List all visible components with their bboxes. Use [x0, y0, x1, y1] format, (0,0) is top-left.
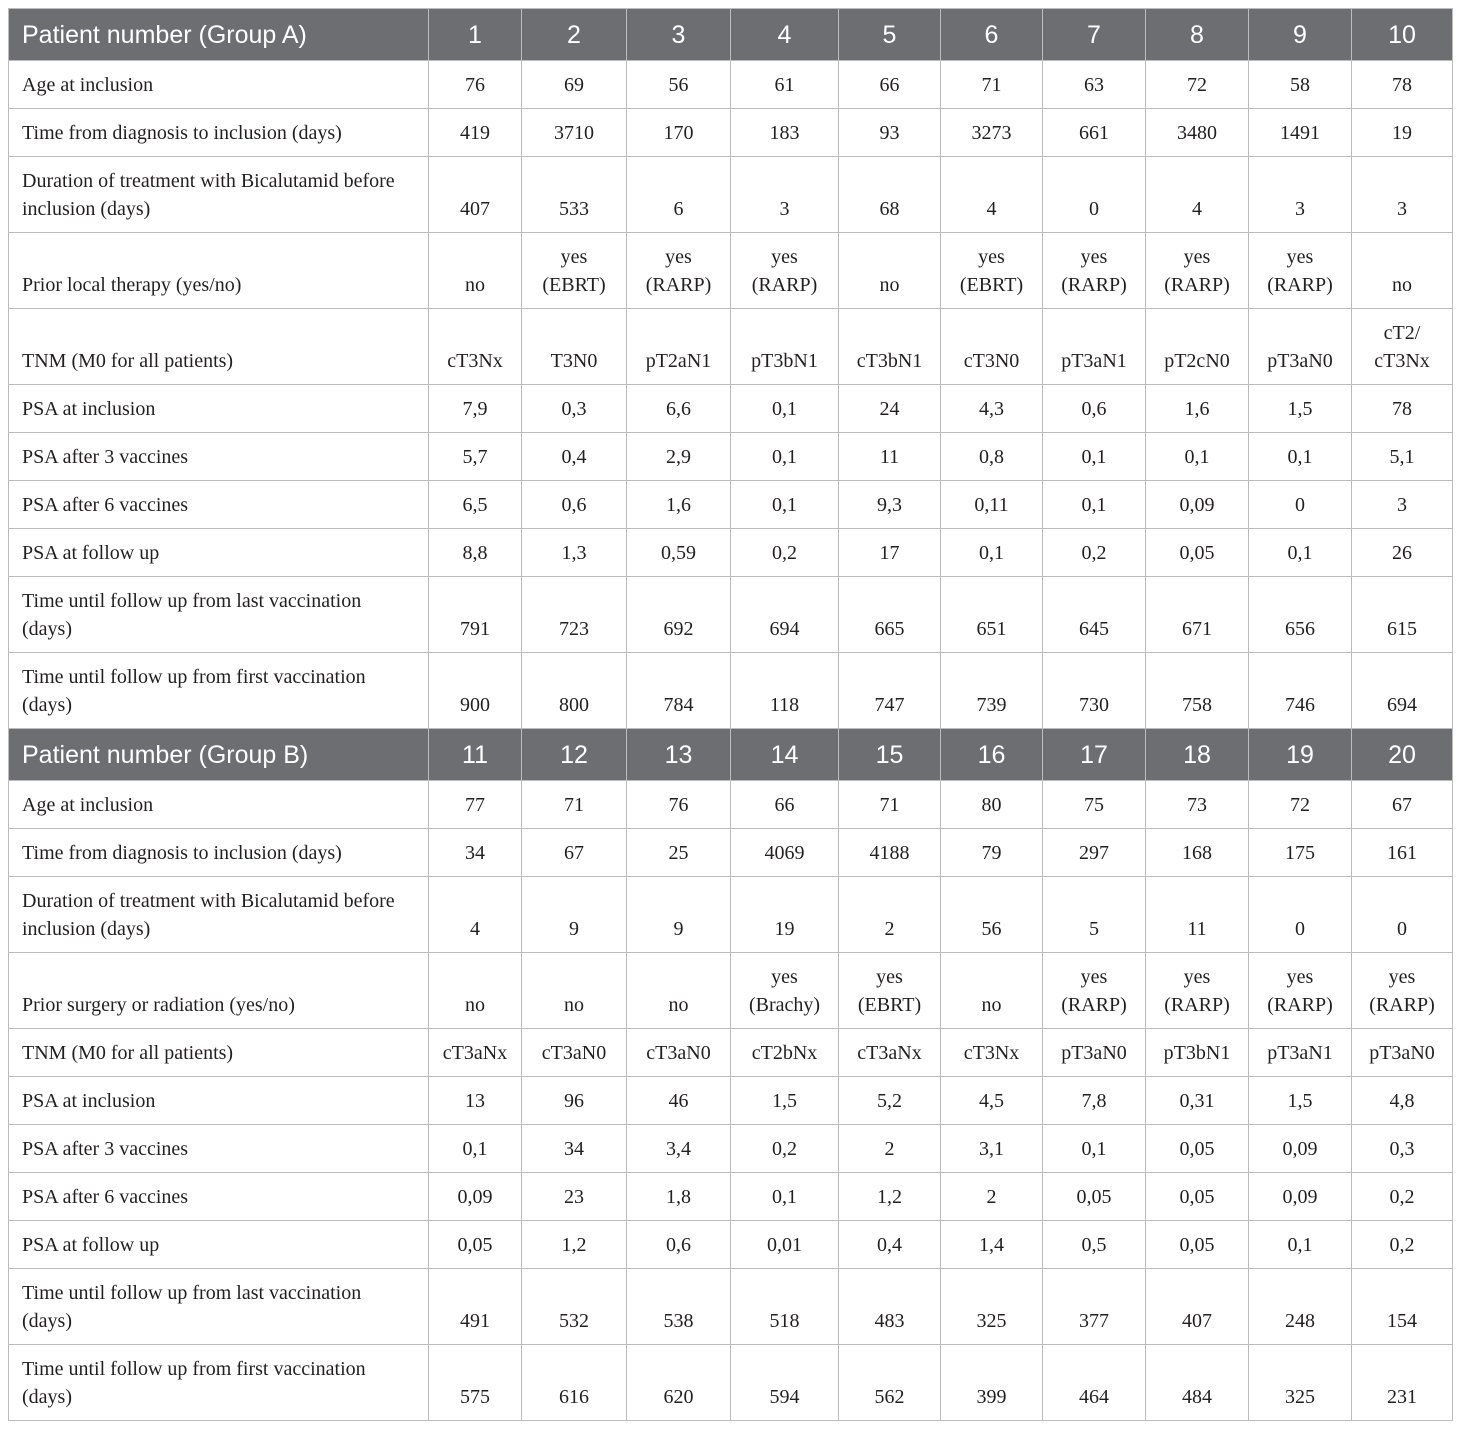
value-cell: 562	[839, 1345, 941, 1421]
value-cell: 168	[1146, 829, 1249, 877]
value-cell: pT3bN1	[731, 309, 839, 385]
patient-number-cell: 11	[429, 729, 522, 781]
value-cell: 723	[522, 577, 627, 653]
value-cell: 63	[1043, 61, 1146, 109]
value-cell: 0,09	[1146, 481, 1249, 529]
value-cell: 791	[429, 577, 522, 653]
value-cell: 3,4	[627, 1125, 731, 1173]
value-cell: 0,09	[1249, 1173, 1352, 1221]
value-cell: pT3bN1	[1146, 1029, 1249, 1077]
value-cell: yes (RARP)	[1352, 953, 1453, 1029]
value-cell: 3710	[522, 109, 627, 157]
value-cell: 747	[839, 653, 941, 729]
value-cell: 0,1	[731, 385, 839, 433]
value-cell: 0,05	[1043, 1173, 1146, 1221]
row-label: Prior local therapy (yes/no)	[9, 233, 429, 309]
value-cell: yes (RARP)	[1146, 953, 1249, 1029]
value-cell: 46	[627, 1077, 731, 1125]
row-psa-at-inclusion-b	[9, 1077, 1453, 1125]
value-cell: 0,6	[522, 481, 627, 529]
value-cell: 170	[627, 109, 731, 157]
patient-number-cell: 4	[731, 9, 839, 61]
value-cell: 248	[1249, 1269, 1352, 1345]
value-cell: cT3aNx	[429, 1029, 522, 1077]
value-cell: pT3aN1	[1249, 1029, 1352, 1077]
value-cell: 34	[429, 829, 522, 877]
row-prior-surgery-or-radiation-b	[9, 953, 1453, 1029]
value-cell: 4,3	[941, 385, 1043, 433]
value-cell: 0,05	[1146, 1173, 1249, 1221]
value-cell: 616	[522, 1345, 627, 1421]
row-label: Duration of treatment with Bicalutamid before inclusion (days)	[9, 157, 429, 233]
value-cell: 1,4	[941, 1221, 1043, 1269]
value-cell: 0,1	[1043, 481, 1146, 529]
value-cell: 0,3	[1352, 1125, 1453, 1173]
row-psa-after-3-vaccines-b	[9, 1125, 1453, 1173]
group-b-header-row	[9, 729, 1453, 781]
value-cell: 4,5	[941, 1077, 1043, 1125]
value-cell: yes (RARP)	[1043, 953, 1146, 1029]
value-cell: 656	[1249, 577, 1352, 653]
value-cell: 9	[522, 877, 627, 953]
value-cell: 183	[731, 109, 839, 157]
group-a-title: Patient number (Group A)	[9, 9, 429, 61]
value-cell: 58	[1249, 61, 1352, 109]
value-cell: 71	[522, 781, 627, 829]
value-cell: 76	[627, 781, 731, 829]
patient-number-cell: 18	[1146, 729, 1249, 781]
value-cell: yes (RARP)	[1249, 233, 1352, 309]
value-cell: 407	[1146, 1269, 1249, 1345]
value-cell: 484	[1146, 1345, 1249, 1421]
value-cell: 66	[731, 781, 839, 829]
value-cell: 746	[1249, 653, 1352, 729]
value-cell: 3,1	[941, 1125, 1043, 1173]
value-cell: 0	[1352, 877, 1453, 953]
value-cell: 0,6	[627, 1221, 731, 1269]
value-cell: 2	[839, 1125, 941, 1173]
patient-number-cell: 6	[941, 9, 1043, 61]
value-cell: pT2cN0	[1146, 309, 1249, 385]
value-cell: no	[839, 233, 941, 309]
value-cell: 0,8	[941, 433, 1043, 481]
value-cell: yes (EBRT)	[522, 233, 627, 309]
value-cell: 0,09	[1249, 1125, 1352, 1173]
row-psa-after-3-vaccines-a	[9, 433, 1453, 481]
value-cell: 11	[1146, 877, 1249, 953]
value-cell: 79	[941, 829, 1043, 877]
value-cell: 538	[627, 1269, 731, 1345]
row-label: Time until follow up from first vaccination (days)	[9, 653, 429, 729]
value-cell: cT2/​cT3Nx	[1352, 309, 1453, 385]
value-cell: 61	[731, 61, 839, 109]
row-label: PSA at follow up	[9, 1221, 429, 1269]
value-cell: 231	[1352, 1345, 1453, 1421]
value-cell: 0,2	[1352, 1173, 1453, 1221]
value-cell: yes (RARP)	[1146, 233, 1249, 309]
value-cell: 26	[1352, 529, 1453, 577]
value-cell: cT3Nx	[429, 309, 522, 385]
value-cell: 71	[941, 61, 1043, 109]
value-cell: 118	[731, 653, 839, 729]
row-label: Age at inclusion	[9, 781, 429, 829]
value-cell: yes (RARP)	[627, 233, 731, 309]
patient-number-cell: 5	[839, 9, 941, 61]
row-label: Age at inclusion	[9, 61, 429, 109]
value-cell: cT3N0	[941, 309, 1043, 385]
value-cell: 73	[1146, 781, 1249, 829]
value-cell: pT3aN1	[1043, 309, 1146, 385]
value-cell: 0,1	[1146, 433, 1249, 481]
value-cell: yes (RARP)	[731, 233, 839, 309]
value-cell: no	[627, 953, 731, 1029]
value-cell: 154	[1352, 1269, 1453, 1345]
value-cell: cT3aNx	[839, 1029, 941, 1077]
value-cell: 0,2	[1352, 1221, 1453, 1269]
value-cell: 0,2	[1043, 529, 1146, 577]
value-cell: 3	[1352, 481, 1453, 529]
group-b-title: Patient number (Group B)	[9, 729, 429, 781]
value-cell: cT3bN1	[839, 309, 941, 385]
value-cell: 4	[429, 877, 522, 953]
value-cell: 56	[941, 877, 1043, 953]
value-cell: 1,5	[1249, 1077, 1352, 1125]
value-cell: 3273	[941, 109, 1043, 157]
value-cell: 491	[429, 1269, 522, 1345]
value-cell: 9,3	[839, 481, 941, 529]
value-cell: 0,31	[1146, 1077, 1249, 1125]
value-cell: 1,5	[731, 1077, 839, 1125]
value-cell: 4	[941, 157, 1043, 233]
value-cell: 0,1	[1249, 529, 1352, 577]
value-cell: 0,4	[522, 433, 627, 481]
value-cell: 67	[1352, 781, 1453, 829]
row-time-from-diagnosis-b	[9, 829, 1453, 877]
value-cell: 0,1	[941, 529, 1043, 577]
value-cell: 3	[1249, 157, 1352, 233]
value-cell: 161	[1352, 829, 1453, 877]
row-time-from-first-vaccination-b	[9, 1345, 1453, 1421]
value-cell: 71	[839, 781, 941, 829]
row-label: PSA after 3 vaccines	[9, 433, 429, 481]
value-cell: 0,59	[627, 529, 731, 577]
value-cell: 4,8	[1352, 1077, 1453, 1125]
value-cell: 671	[1146, 577, 1249, 653]
value-cell: 0,05	[1146, 529, 1249, 577]
value-cell: pT3aN0	[1352, 1029, 1453, 1077]
value-cell: 594	[731, 1345, 839, 1421]
patient-number-cell: 17	[1043, 729, 1146, 781]
row-label: PSA at follow up	[9, 529, 429, 577]
value-cell: 80	[941, 781, 1043, 829]
value-cell: 651	[941, 577, 1043, 653]
value-cell: 0	[1249, 481, 1352, 529]
value-cell: 6	[627, 157, 731, 233]
value-cell: 0,1	[1249, 1221, 1352, 1269]
row-age-at-inclusion-a	[9, 61, 1453, 109]
row-label: TNM (M0 for all patients)	[9, 309, 429, 385]
value-cell: 66	[839, 61, 941, 109]
value-cell: 1,2	[839, 1173, 941, 1221]
value-cell: 17	[839, 529, 941, 577]
value-cell: no	[429, 233, 522, 309]
group-a-header-row	[9, 9, 1453, 61]
value-cell: 0,1	[1249, 433, 1352, 481]
value-cell: 0,5	[1043, 1221, 1146, 1269]
value-cell: 5,2	[839, 1077, 941, 1125]
value-cell: 6,6	[627, 385, 731, 433]
value-cell: 739	[941, 653, 1043, 729]
value-cell: 692	[627, 577, 731, 653]
row-psa-after-6-vaccines-b	[9, 1173, 1453, 1221]
value-cell: 78	[1352, 61, 1453, 109]
value-cell: 0,05	[1146, 1221, 1249, 1269]
patient-number-cell: 12	[522, 729, 627, 781]
value-cell: 399	[941, 1345, 1043, 1421]
patient-number-cell: 3	[627, 9, 731, 61]
value-cell: 5,1	[1352, 433, 1453, 481]
value-cell: 68	[839, 157, 941, 233]
value-cell: 0	[1043, 157, 1146, 233]
value-cell: no	[522, 953, 627, 1029]
value-cell: 0,2	[731, 529, 839, 577]
value-cell: 75	[1043, 781, 1146, 829]
patient-number-cell: 2	[522, 9, 627, 61]
value-cell: 784	[627, 653, 731, 729]
value-cell: 533	[522, 157, 627, 233]
value-cell: 518	[731, 1269, 839, 1345]
value-cell: 0,1	[1043, 433, 1146, 481]
value-cell: 0,05	[1146, 1125, 1249, 1173]
row-label: Time until follow up from first vaccination (days)	[9, 1345, 429, 1421]
value-cell: cT3aN0	[522, 1029, 627, 1077]
row-psa-after-6-vaccines-a	[9, 481, 1453, 529]
value-cell: 483	[839, 1269, 941, 1345]
value-cell: 665	[839, 577, 941, 653]
value-cell: 19	[731, 877, 839, 953]
value-cell: 96	[522, 1077, 627, 1125]
value-cell: 23	[522, 1173, 627, 1221]
row-bicalutamid-duration-b	[9, 877, 1453, 953]
value-cell: 4069	[731, 829, 839, 877]
value-cell: 3480	[1146, 109, 1249, 157]
value-cell: 532	[522, 1269, 627, 1345]
value-cell: 8,8	[429, 529, 522, 577]
patient-number-cell: 19	[1249, 729, 1352, 781]
row-label: Prior surgery or radiation (yes/no)	[9, 953, 429, 1029]
patient-number-cell: 7	[1043, 9, 1146, 61]
value-cell: 0,1	[731, 433, 839, 481]
row-label: PSA at inclusion	[9, 385, 429, 433]
value-cell: 0,1	[429, 1125, 522, 1173]
value-cell: no	[429, 953, 522, 1029]
value-cell: 72	[1146, 61, 1249, 109]
value-cell: 56	[627, 61, 731, 109]
value-cell: 0,6	[1043, 385, 1146, 433]
patient-number-cell: 1	[429, 9, 522, 61]
row-age-at-inclusion-b	[9, 781, 1453, 829]
value-cell: 72	[1249, 781, 1352, 829]
value-cell: 1,5	[1249, 385, 1352, 433]
value-cell: 13	[429, 1077, 522, 1125]
value-cell: 11	[839, 433, 941, 481]
value-cell: pT2aN1	[627, 309, 731, 385]
row-time-from-last-vaccination-b	[9, 1269, 1453, 1345]
value-cell: 0,3	[522, 385, 627, 433]
value-cell: yes (EBRT)	[941, 233, 1043, 309]
value-cell: 93	[839, 109, 941, 157]
value-cell: 4	[1146, 157, 1249, 233]
patient-number-cell: 8	[1146, 9, 1249, 61]
row-psa-at-inclusion-a	[9, 385, 1453, 433]
value-cell: 25	[627, 829, 731, 877]
value-cell: cT2bNx	[731, 1029, 839, 1077]
patient-characteristics-table	[8, 8, 1453, 1421]
value-cell: 0,11	[941, 481, 1043, 529]
row-label: TNM (M0 for all patients)	[9, 1029, 429, 1077]
value-cell: 4188	[839, 829, 941, 877]
row-psa-at-follow-up-b	[9, 1221, 1453, 1269]
value-cell: 5,7	[429, 433, 522, 481]
value-cell: 0	[1249, 877, 1352, 953]
row-time-from-first-vaccination-a	[9, 653, 1453, 729]
value-cell: 7,8	[1043, 1077, 1146, 1125]
value-cell: 19	[1352, 109, 1453, 157]
patient-number-cell: 20	[1352, 729, 1453, 781]
value-cell: 575	[429, 1345, 522, 1421]
row-label: PSA after 6 vaccines	[9, 1173, 429, 1221]
value-cell: 0,2	[731, 1125, 839, 1173]
row-label: PSA at inclusion	[9, 1077, 429, 1125]
value-cell: 2	[839, 877, 941, 953]
value-cell: 5	[1043, 877, 1146, 953]
value-cell: 34	[522, 1125, 627, 1173]
value-cell: yes (EBRT)	[839, 953, 941, 1029]
value-cell: 78	[1352, 385, 1453, 433]
row-psa-at-follow-up-a	[9, 529, 1453, 577]
value-cell: yes (RARP)	[1249, 953, 1352, 1029]
value-cell: 758	[1146, 653, 1249, 729]
value-cell: cT3Nx	[941, 1029, 1043, 1077]
value-cell: 0,1	[731, 481, 839, 529]
value-cell: 69	[522, 61, 627, 109]
value-cell: 1,2	[522, 1221, 627, 1269]
value-cell: pT3aN0	[1043, 1029, 1146, 1077]
value-cell: 661	[1043, 109, 1146, 157]
value-cell: 77	[429, 781, 522, 829]
row-time-from-diagnosis-a	[9, 109, 1453, 157]
value-cell: 1,6	[1146, 385, 1249, 433]
patient-number-cell: 13	[627, 729, 731, 781]
value-cell: 3	[1352, 157, 1453, 233]
row-tnm-b	[9, 1029, 1453, 1077]
value-cell: 3	[731, 157, 839, 233]
row-label: Time from diagnosis to inclusion (days)	[9, 829, 429, 877]
value-cell: 2,9	[627, 433, 731, 481]
value-cell: 6,5	[429, 481, 522, 529]
row-label: Time until follow up from last vaccination (days)	[9, 577, 429, 653]
patient-number-cell: 16	[941, 729, 1043, 781]
value-cell: yes (RARP)	[1043, 233, 1146, 309]
value-cell: 67	[522, 829, 627, 877]
value-cell: yes (Brachy)	[731, 953, 839, 1029]
value-cell: 325	[1249, 1345, 1352, 1421]
value-cell: 0,09	[429, 1173, 522, 1221]
value-cell: 615	[1352, 577, 1453, 653]
value-cell: 1,6	[627, 481, 731, 529]
row-label: Duration of treatment with Bicalutamid before inclusion (days)	[9, 877, 429, 953]
value-cell: 1,3	[522, 529, 627, 577]
value-cell: 1491	[1249, 109, 1352, 157]
value-cell: no	[941, 953, 1043, 1029]
value-cell: 0,1	[1043, 1125, 1146, 1173]
value-cell: 900	[429, 653, 522, 729]
patient-number-cell: 14	[731, 729, 839, 781]
value-cell: 297	[1043, 829, 1146, 877]
value-cell: 419	[429, 109, 522, 157]
value-cell: 325	[941, 1269, 1043, 1345]
value-cell: 377	[1043, 1269, 1146, 1345]
value-cell: T3N0	[522, 309, 627, 385]
row-label: Time from diagnosis to inclusion (days)	[9, 109, 429, 157]
value-cell: 620	[627, 1345, 731, 1421]
value-cell: 800	[522, 653, 627, 729]
value-cell: 24	[839, 385, 941, 433]
value-cell: 464	[1043, 1345, 1146, 1421]
value-cell: 0,05	[429, 1221, 522, 1269]
value-cell: 9	[627, 877, 731, 953]
row-label: Time until follow up from last vaccination (days)	[9, 1269, 429, 1345]
value-cell: 730	[1043, 653, 1146, 729]
value-cell: 694	[731, 577, 839, 653]
row-bicalutamid-duration-a	[9, 157, 1453, 233]
row-label: PSA after 6 vaccines	[9, 481, 429, 529]
patient-number-cell: 9	[1249, 9, 1352, 61]
value-cell: no	[1352, 233, 1453, 309]
row-time-from-last-vaccination-a	[9, 577, 1453, 653]
value-cell: 76	[429, 61, 522, 109]
value-cell: 0,01	[731, 1221, 839, 1269]
patient-number-cell: 10	[1352, 9, 1453, 61]
row-prior-local-therapy-a	[9, 233, 1453, 309]
value-cell: 175	[1249, 829, 1352, 877]
value-cell: 694	[1352, 653, 1453, 729]
row-tnm-a	[9, 309, 1453, 385]
value-cell: 2	[941, 1173, 1043, 1221]
value-cell: pT3aN0	[1249, 309, 1352, 385]
value-cell: 407	[429, 157, 522, 233]
patient-number-cell: 15	[839, 729, 941, 781]
value-cell: cT3aN0	[627, 1029, 731, 1077]
value-cell: 0,1	[731, 1173, 839, 1221]
value-cell: 645	[1043, 577, 1146, 653]
row-label: PSA after 3 vaccines	[9, 1125, 429, 1173]
value-cell: 0,4	[839, 1221, 941, 1269]
value-cell: 1,8	[627, 1173, 731, 1221]
value-cell: 7,9	[429, 385, 522, 433]
